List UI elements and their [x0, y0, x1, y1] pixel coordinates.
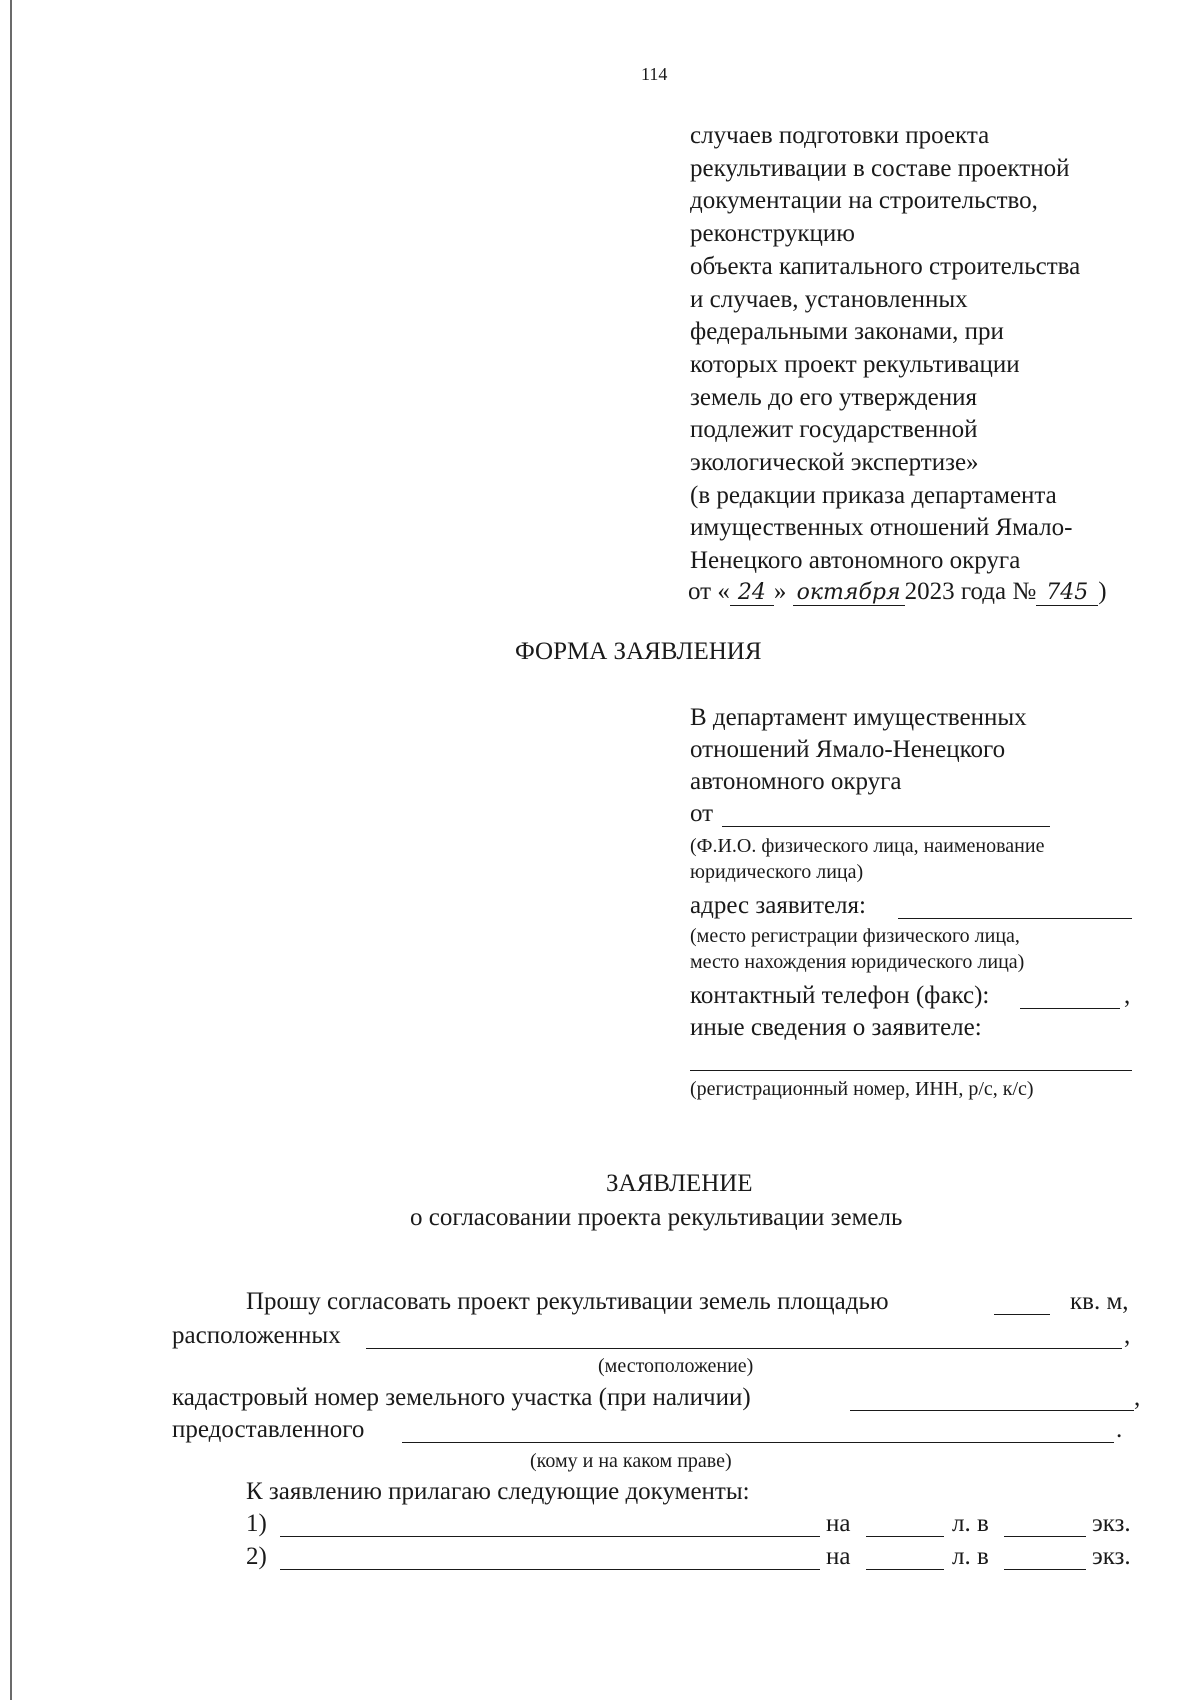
attachment-number: 1)	[246, 1510, 267, 1537]
attachment-copies-field[interactable]	[1004, 1536, 1086, 1537]
addressee-line: В департамент имущественных	[690, 704, 1027, 731]
handwritten-day: 24	[730, 580, 774, 606]
from-label: от	[690, 800, 714, 827]
other-field[interactable]	[690, 1070, 1132, 1071]
statement-subtitle: о согласовании проекта рекультивации земель	[410, 1204, 903, 1231]
header-line: случаев подготовки проекта	[690, 122, 990, 149]
from-hint: юридического лица)	[690, 861, 864, 883]
header-line: объекта капитального строительства	[690, 252, 1081, 280]
location-tail: ,	[1124, 1322, 1131, 1349]
attachment-name-field[interactable]	[280, 1569, 820, 1570]
attachment-name-field[interactable]	[280, 1536, 820, 1537]
header-line: реконструкцию	[690, 220, 855, 248]
phone-label: контактный телефон (факс):	[690, 982, 990, 1009]
header-line: которых проект рекультивации	[690, 350, 1020, 378]
from-field[interactable]	[722, 826, 1050, 827]
address-hint: место нахождения юридического лица)	[690, 951, 1025, 973]
attachment-pages-unit: л. в	[952, 1543, 989, 1570]
phone-field[interactable]	[1020, 1008, 1120, 1009]
request-text: Прошу согласовать проект рекультивации земель площадью	[246, 1288, 889, 1315]
other-label: иные сведения о заявителе:	[690, 1014, 982, 1041]
cadastral-tail: ,	[1134, 1384, 1141, 1411]
header-line: подлежит государственной	[690, 416, 978, 444]
address-hint: (место регистрации физического лица,	[690, 925, 1020, 947]
addressee-line: автономного округа	[690, 768, 902, 795]
address-field[interactable]	[898, 918, 1132, 919]
location-field[interactable]	[366, 1348, 1122, 1349]
header-block	[690, 120, 1080, 578]
header-line: документации на строительство,	[690, 187, 1038, 215]
header-line: федеральными законами, при	[690, 318, 1004, 346]
granted-field[interactable]	[402, 1442, 1114, 1443]
area-field[interactable]	[994, 1314, 1050, 1315]
header-line: и случаев, установленных	[690, 285, 968, 313]
header-line: Ненецкого автономного округа	[690, 547, 1021, 575]
header-line: имущественных отношений Ямало-	[690, 514, 1073, 542]
attachment-na: на	[826, 1510, 851, 1537]
granted-tail: .	[1116, 1416, 1123, 1443]
cadastral-field[interactable]	[850, 1410, 1134, 1411]
attachment-pages-field[interactable]	[866, 1536, 944, 1537]
header-line: земель до его утверждения	[690, 383, 977, 411]
phone-tail: ,	[1124, 982, 1131, 1009]
cadastral-label: кадастровый номер земельного участка (при наличии)	[172, 1384, 751, 1411]
location-label: расположенных	[172, 1322, 341, 1349]
header-line: рекультивации в составе проектной	[690, 154, 1070, 182]
statement-title: ЗАЯВЛЕНИЕ	[606, 1170, 753, 1197]
attachment-copies-field[interactable]	[1004, 1569, 1086, 1570]
attachment-number: 2)	[246, 1543, 267, 1570]
attachment-copies-unit: экз.	[1092, 1543, 1131, 1570]
scan-edge	[10, 0, 12, 1700]
attachment-pages-field[interactable]	[866, 1569, 944, 1570]
granted-label: предоставленного	[172, 1416, 365, 1443]
attachment-pages-unit: л. в	[952, 1510, 989, 1537]
form-title: ФОРМА ЗАЯВЛЕНИЯ	[515, 638, 762, 665]
handwritten-number: 745	[1036, 580, 1098, 606]
attachment-copies-unit: экз.	[1092, 1510, 1131, 1537]
attachments-intro: К заявлению прилагаю следующие документы:	[246, 1478, 750, 1505]
from-hint: (Ф.И.О. физического лица, наименование	[690, 835, 1045, 857]
other-hint: (регистрационный номер, ИНН, р/с, к/с)	[690, 1078, 1034, 1100]
area-unit: кв. м,	[1070, 1288, 1129, 1315]
header-line: (в редакции приказа департамента	[690, 481, 1057, 509]
handwritten-month: октября	[793, 580, 905, 606]
location-hint: (местоположение)	[598, 1355, 754, 1377]
addressee-line: отношений Ямало-Ненецкого	[690, 736, 1006, 763]
address-label: адрес заявителя:	[690, 892, 866, 919]
attachment-na: на	[826, 1543, 851, 1570]
granted-hint: (кому и на каком праве)	[530, 1450, 732, 1472]
amendment-date-line: от « 24 » октября 2023 года № 745 )	[688, 578, 1107, 605]
header-line: экологической экспертизе»	[690, 449, 979, 477]
page-number: 114	[641, 64, 668, 84]
